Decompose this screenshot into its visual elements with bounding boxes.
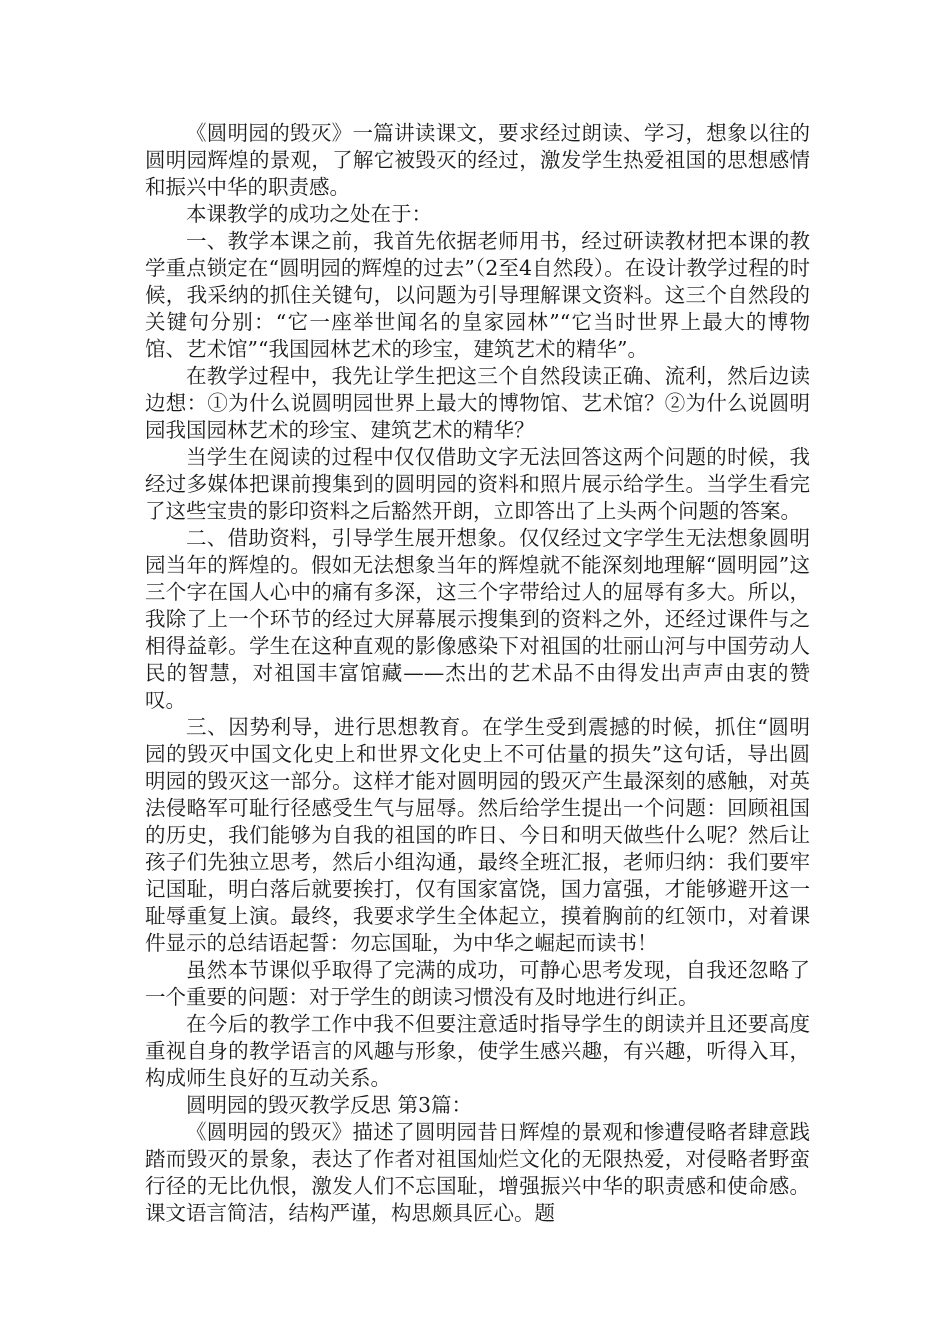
paragraph-point-two: 二、借助资料，引导学生展开想象。仅仅经过文字学生无法想象圆明园当年的辉煌的。假如无法想象当年的辉煌就不能深刻地理解“圆明园”这三个字在国人心中的痛有多深，这三个字带给过人的屈辱有多大。所以，我除了上一个环节的经过大屏幕展示搜集到的资料之外，还经过课件与之相得益彰。学生在这种直观的影像感染下对祖国的壮丽山河与中国劳动人民的智慧，对祖国丰富馆藏——杰出的艺术品不由得发出声声由衷的赞叹。 — [145, 526, 810, 712]
paragraph-future-work: 在今后的教学工作中我不但要注意适时指导学生的朗读并且还要高度重视自身的教学语言的风趣与形象，使学生感兴趣，有兴趣，听得入耳，构成师生良好的互动关系。 — [145, 1012, 810, 1090]
paragraph-intro: 《圆明园的毁灭》一篇讲读课文，要求经过朗读、学习，想象以往的圆明园辉煌的景观，了解它被毁灭的经过，激发学生热爱祖国的思想感情和振兴中华的职责感。 — [145, 121, 810, 199]
section-heading-part-3: 圆明园的毁灭教学反思 第3篇： — [186, 1093, 473, 1117]
paragraph-reflection: 虽然本节课似乎取得了完满的成功，可静心思考发现，自我还忽略了一个重要的问题：对于学生的朗读习惯没有及时地进行纠正。 — [145, 958, 810, 1009]
paragraph-teaching-process: 在教学过程中，我先让学生把这三个自然段读正确、流利，然后边读边想：①为什么说圆明园世界上最大的博物馆、艺术馆？②为什么说圆明园我国园林艺术的珍宝、建筑艺术的精华？ — [145, 364, 810, 442]
paragraph-success-heading: 本课教学的成功之处在于： — [186, 202, 432, 226]
document-page — [145, 120, 810, 1227]
paragraph-point-three: 三、因势利导，进行思想教育。在学生受到震撼的时候，抓住“圆明园的毁灭中国文化史上和世界文化史上不可估量的损失”这句话，导出圆明园的毁灭这一部分。这样才能对圆明园的毁灭产生最深刻的感触，对英法侵略军可耻行径感受生气与屈辱。然后给学生提出一个问题：回顾祖国的历史，我们能够为自我的祖国的昨日、今日和明天做些什么呢？然后让孩子们先独立思考，然后小组沟通，最终全班汇报，老师归纳：我们要牢记国耻，明白落后就要挨打，仅有国家富饶，国力富强，才能够避开这一耻辱重复上演。最终，我要求学生全体起立，摸着胸前的红领巾，对着课件显示的总结语起誓：勿忘国耻，为中华之崛起而读书！ — [145, 715, 810, 955]
paragraph-point-one: 一、教学本课之前，我首先依据老师用书，经过研读教材把本课的教学重点锁定在“圆明园的辉煌的过去”（2至4自然段）。在设计教学过程的时候，我采纳的抓住关键句，以问题为引导理解课文资料。这三个自然段的关键句分别：“它一座举世闻名的皇家园林”“它当时世界上最大的博物馆、艺术馆”“我国园林艺术的珍宝，建筑艺术的精华”。 — [145, 229, 810, 361]
paragraph-part-3-intro: 《圆明园的毁灭》描述了圆明园昔日辉煌的景观和惨遭侵略者肆意践踏而毁灭的景象，表达了作者对祖国灿烂文化的无限热爱，对侵略者野蛮行径的无比仇恨，激发人们不忘国耻，增强振兴中华的职责感和使命感。课文语言简洁，结构严谨，构思颇具匠心。题 — [145, 1120, 810, 1225]
paragraph-multimedia: 当学生在阅读的过程中仅仅借助文字无法回答这两个问题的时候，我经过多媒体把课前搜集到的圆明园的资料和照片展示给学生。当学生看完了这些宝贵的影印资料之后豁然开朗，立即答出了上头两个问题的答案。 — [145, 445, 810, 523]
